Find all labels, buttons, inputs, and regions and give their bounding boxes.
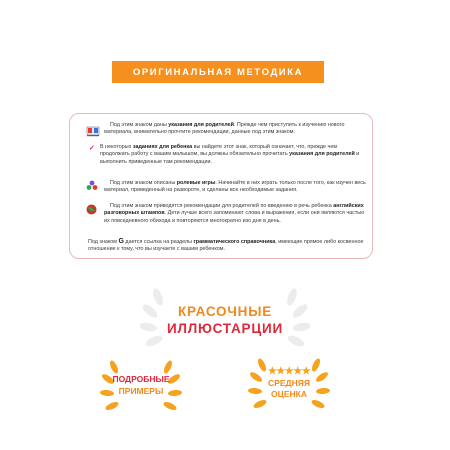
badge-line1: СРЕДНЯЯ — [268, 378, 310, 388]
grammar-g-icon: G — [118, 238, 124, 245]
globe-icon — [86, 204, 97, 218]
row-bold: указания для родителей — [289, 151, 355, 158]
row-bold: указания для родителей — [168, 122, 234, 128]
method-banner: ОРИГИНАЛЬНАЯ МЕТОДИКА — [112, 61, 324, 83]
badge-line2: ИЛЛЮСТАРЦИИ — [166, 321, 284, 336]
row-text: . Прежде чем приступить к изучению нового материала, внимательно прочтите рекомендации, данные под этим знаком. — [104, 122, 345, 136]
row-text: Под этим знаком описаны — [110, 180, 177, 186]
row-text: . Начинайте в них играть только после того, как изучен весь материал, приведенный на развороте, и сделаны все необходимые задания. — [104, 180, 366, 194]
book-icon — [86, 125, 100, 140]
row-bold: грамматического справочника — [193, 239, 276, 245]
star-rating-icon: ★★★★★ — [267, 366, 311, 377]
badge-line1: КРАСОЧНЫЕ — [177, 304, 273, 319]
badge-illustrations — [140, 304, 310, 336]
badge-line1: ПОДРОБНЫЕ — [112, 374, 170, 384]
badge-line2: ПРИМЕРЫ — [118, 386, 164, 396]
row-text: Под этим знаком даны — [110, 122, 169, 128]
row-text: . Дети лучше всего запоминают слова и выражения, если они являются частью их повседневного обихода и повторяются многократно изо дня в день. — [104, 210, 365, 224]
row-text: В некоторых — [100, 144, 133, 150]
row-text: и выполнить приведенные там рекомендации. — [100, 151, 360, 165]
legend-card — [69, 113, 373, 259]
row-text: Под этим знаком приводятся рекомендации для родителей по введению в речь ребенка — [110, 203, 334, 209]
row-text: дается ссылка на разделы — [123, 239, 194, 245]
row-text: вы найдете этот знак, который означает, что, прежде чем продолжать работу с вашим малышом, вы должны обязательно прочитать — [100, 144, 338, 158]
badge-line2: ОЦЕНКА — [271, 389, 307, 399]
row-bold: ролевые игры — [176, 180, 216, 186]
row-text: , имеющие прямое либо косвенное отношение к тому, что вы изучаете с вашим ребенком. — [88, 239, 364, 253]
badge-rating — [248, 366, 330, 399]
balls-icon — [86, 180, 98, 194]
row-text: Под знаком — [88, 239, 119, 245]
badge-examples — [100, 374, 182, 396]
row-bold: заданиях для ребенка — [132, 144, 193, 150]
row-bold: английских разговорных штампов — [104, 203, 364, 217]
checkmark-icon: ✓ — [89, 145, 95, 152]
